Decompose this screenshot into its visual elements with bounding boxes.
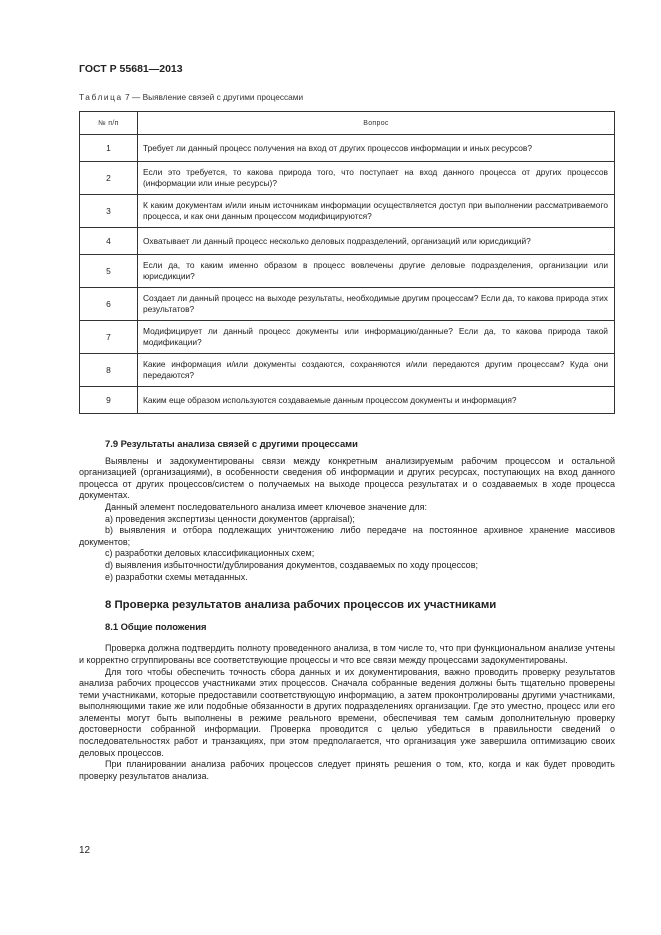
list-item: b) выявления и отбора подлежащих уничтожению либо передаче на постоянное архивное хранение массивов документов; — [79, 525, 615, 547]
row-question: К каким документам и/или иным источникам информации осуществляется доступ при выполнении рассматриваемого процесса, и как они данным процессом модифицируются? — [138, 195, 615, 228]
section-8-1-heading: 8.1 Общие положения — [105, 620, 207, 632]
row-number: 8 — [80, 354, 138, 387]
table-row — [80, 162, 615, 195]
page-number: 12 — [79, 845, 91, 856]
table-caption — [79, 92, 303, 102]
table-row — [80, 288, 615, 321]
row-number: 5 — [80, 255, 138, 288]
section-7-9-heading: 7.9 Результаты анализа связей с другими процессами — [105, 438, 358, 449]
row-number: 9 — [80, 387, 138, 414]
questions-table — [79, 111, 615, 414]
paragraph: Проверка должна подтвердить полноту проведенного анализа, в том числе то, что при функциональном анализе учтены и корректно сгруппированы все соответствующие процессы и что все связи между процессами задокументированы. — [79, 643, 615, 665]
row-number: 2 — [80, 162, 138, 195]
paragraph: Для того чтобы обеспечить точность сбора данных и их документирования, важно проводить проверку результатов анализа рабочих процессов участниками этих процессов. Сначала собранные ведения должны быть тщательно проверены теми участниками, которые предоставили соответствующую информацию, а затем проконтролированы другими участниками, выполняющими такие же или подобные обязанности в других подразделениях организации. Где это уместно, процесс или его элементы могут быть выполнены в режиме реального времени, обеспечивая тем самым дополнительную проверку достоверности собранной информации. Проверка проводится с целью убедиться в правильности сведений о последовательностях работ и транзакциях, при этом предполагается, что организация уже завершила оптимизацию своих деловых процессов. — [79, 666, 615, 758]
standard-header: ГОСТ Р 55681—2013 — [79, 63, 183, 75]
row-number: 4 — [80, 228, 138, 255]
paragraph: При планировании анализа рабочих процессов следует принять решения о том, кто, когда и как будет проводить проверку результатов анализа. — [79, 759, 615, 781]
paragraph: Выявлены и задокументированы связи между конкретным анализируемым рабочим процессом и остальной организацией (организациями), в особенности сведения об информации и других ресурсах, поступающих на вход данного процесса от других процессов/систем о получаемых на выходе процесса результатах и о создаваемых в ходе процесса документах. — [79, 455, 615, 501]
row-number: 1 — [80, 135, 138, 162]
row-question: Каким еще образом используются создаваемые данным процессом документы и информация? — [138, 387, 615, 414]
table-row — [80, 387, 615, 414]
row-question: Охватывает ли данный процесс несколько деловых подразделений, организаций или юрисдикций? — [138, 228, 615, 255]
row-question: Если это требуется, то какова природа того, что поступает на вход данного процесса от других процессов (информации или иные ресурсы)? — [138, 162, 615, 195]
row-number: 3 — [80, 195, 138, 228]
list-item: d) выявления избыточности/дублирования документов, создаваемых по ходу процессов; — [105, 559, 478, 570]
table-row — [80, 354, 615, 387]
list-item: a) проведения экспертизы ценности документов (appraisal); — [105, 513, 355, 524]
row-question: Требует ли данный процесс получения на вход от других процессов информации и иных ресурсов? — [138, 135, 615, 162]
table-row — [80, 228, 615, 255]
row-number: 7 — [80, 321, 138, 354]
table-row — [80, 255, 615, 288]
row-number: 6 — [80, 288, 138, 321]
column-header-question: Вопрос — [138, 112, 615, 135]
row-question: Какие информация и/или документы создаются, сохраняются и/или передаются другим процессам? Куда они передаются? — [138, 354, 615, 387]
row-question: Модифицирует ли данный процесс документы или информацию/данные? Если да, то какова природа такой модификации? — [138, 321, 615, 354]
table-row — [80, 195, 615, 228]
list-item: c) разработки деловых классификационных схем; — [105, 548, 315, 559]
row-question: Если да, то каким именно образом в процесс вовлечены другие деловые подразделения, организации или юрисдикции? — [138, 255, 615, 288]
table-caption-title: 7 — Выявление связей с другими процессами — [125, 92, 304, 102]
paragraph: Данный элемент последовательного анализа имеет ключевое значение для: — [105, 501, 428, 512]
table-caption-label: Таблица — [79, 92, 123, 102]
list-item: e) разработки схемы метаданных. — [105, 571, 248, 582]
body-text — [79, 438, 615, 782]
table-row — [80, 321, 615, 354]
section-8-heading: 8 Проверка результатов анализа рабочих процессов их участниками — [105, 599, 497, 612]
column-header-number: № п/п — [80, 112, 138, 135]
table-row — [80, 135, 615, 162]
row-question: Создает ли данный процесс на выходе результаты, необходимые другим процессам? Если да, то какова природа этих результатов? — [138, 288, 615, 321]
